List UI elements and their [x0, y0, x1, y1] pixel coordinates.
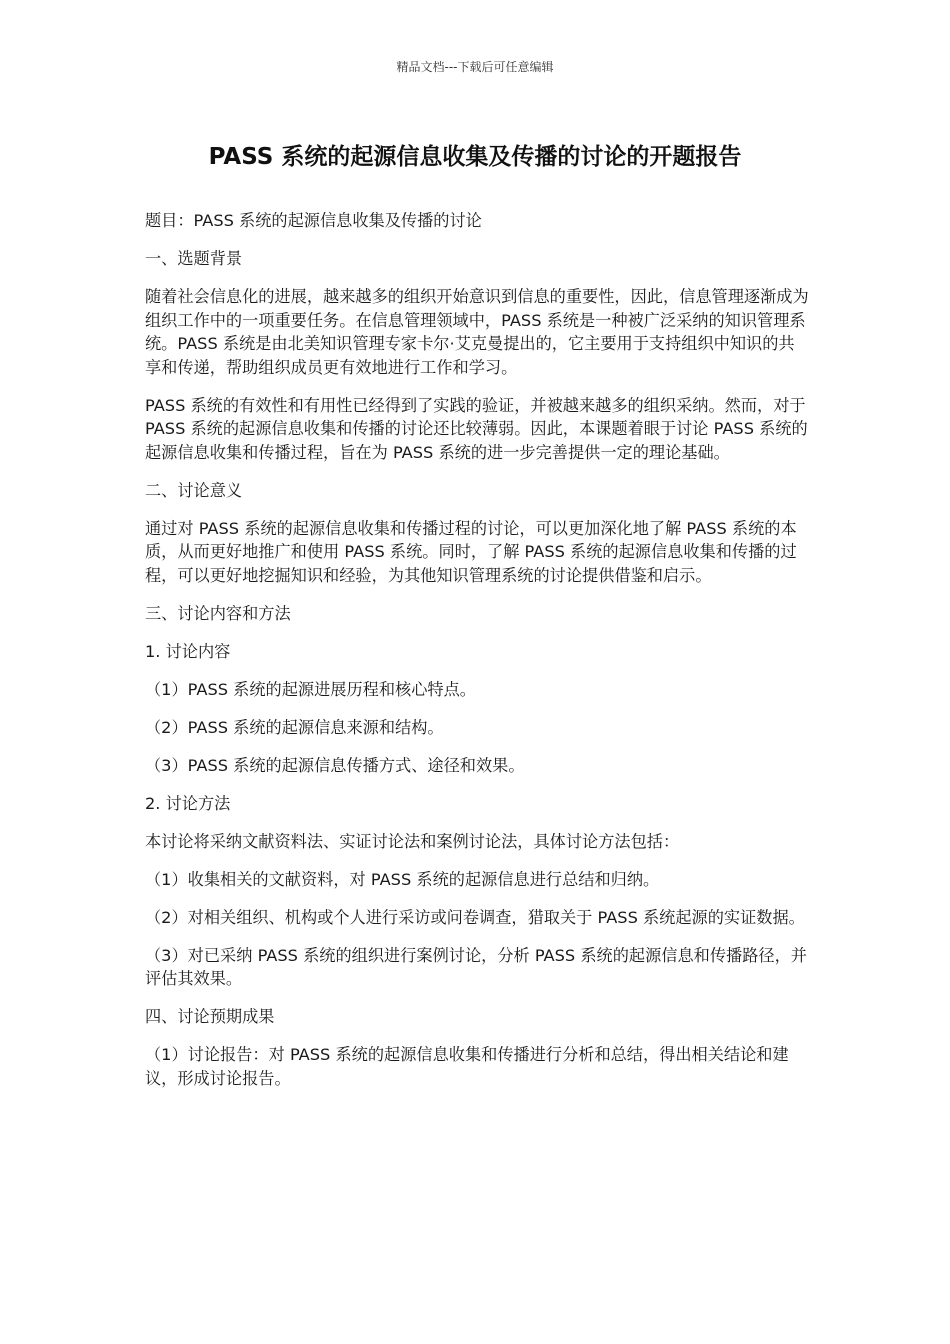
methods-intro: 本讨论将采纳文献资料法、实证讨论法和案例讨论法，具体讨论方法包括： — [145, 831, 680, 851]
background-paragraph-2: PASS 系统的有效性和有用性已经得到了实践的验证，并被越来越多的组织采纳。然而，对于 PASS 系统的起源信息收集和传播的讨论还比较薄弱。因此，本课题着眼于讨论 PASS 系统的起源信息收集和传播过程，旨在为 PASS 系统的进一步完善提供一定的理论基础。 — [145, 395, 808, 462]
topic-line: 题目：PASS 系统的起源信息收集及传播的讨论 — [145, 211, 482, 230]
subheading-methods: 2. 讨论方法 — [145, 793, 231, 813]
section-heading-outcomes: 四、讨论预期成果 — [145, 1007, 275, 1026]
method-item-1: （1）收集相关的文献资料，对 PASS 系统的起源信息进行总结和归纳。 — [145, 869, 660, 889]
outcome-item-1: （1）讨论报告：对 PASS 系统的起源信息收集和传播进行分析和总结，得出相关结论和建议，形成讨论报告。 — [145, 1045, 789, 1088]
significance-paragraph: 通过对 PASS 系统的起源信息收集和传播过程的讨论，可以更加深化地了解 PASS 系统的本质，从而更好地推广和使用 PASS 系统。同时，了解 PASS 系统的起源信息收集和传播的过程，可以更好地挖掘知识和经验，为其他知识管理系统的讨论提供借鉴和启示。 — [145, 518, 797, 585]
section-heading-content-methods: 三、讨论内容和方法 — [145, 603, 291, 623]
header-note: 精品文档---下载后可任意编辑 — [396, 60, 554, 74]
section-heading-significance: 二、讨论意义 — [145, 480, 243, 500]
section-heading-background: 一、选题背景 — [145, 249, 243, 268]
method-item-2: （2）对相关组织、机构或个人进行采访或问卷调查，猎取关于 PASS 系统起源的实证数据。 — [145, 907, 805, 927]
content-item-1: （1）PASS 系统的起源进展历程和核心特点。 — [145, 679, 476, 699]
background-paragraph-1: 随着社会信息化的进展，越来越多的组织开始意识到信息的重要性，因此，信息管理逐渐成为组织工作中的一项重要任务。在信息管理领域中，PASS 系统是一种被广泛采纳的知识管理系统。PASS 系统是由北美知识管理专家卡尔·艾克曼提出的，它主要用于支持组织中知识的共享和传递，帮助组织成员更有效地进行工作和学习。 — [145, 287, 809, 377]
content-item-3: （3）PASS 系统的起源信息传播方式、途径和效果。 — [145, 755, 525, 775]
document-body — [145, 209, 809, 1105]
content-item-2: （2）PASS 系统的起源信息来源和结构。 — [145, 717, 444, 737]
method-item-3: （3）对已采纳 PASS 系统的组织进行案例讨论，分析 PASS 系统的起源信息和传播路径，并评估其效果。 — [145, 945, 807, 988]
document-title: PASS 系统的起源信息收集及传播的讨论的开题报告 — [208, 144, 742, 170]
subheading-content: 1. 讨论内容 — [145, 641, 231, 661]
